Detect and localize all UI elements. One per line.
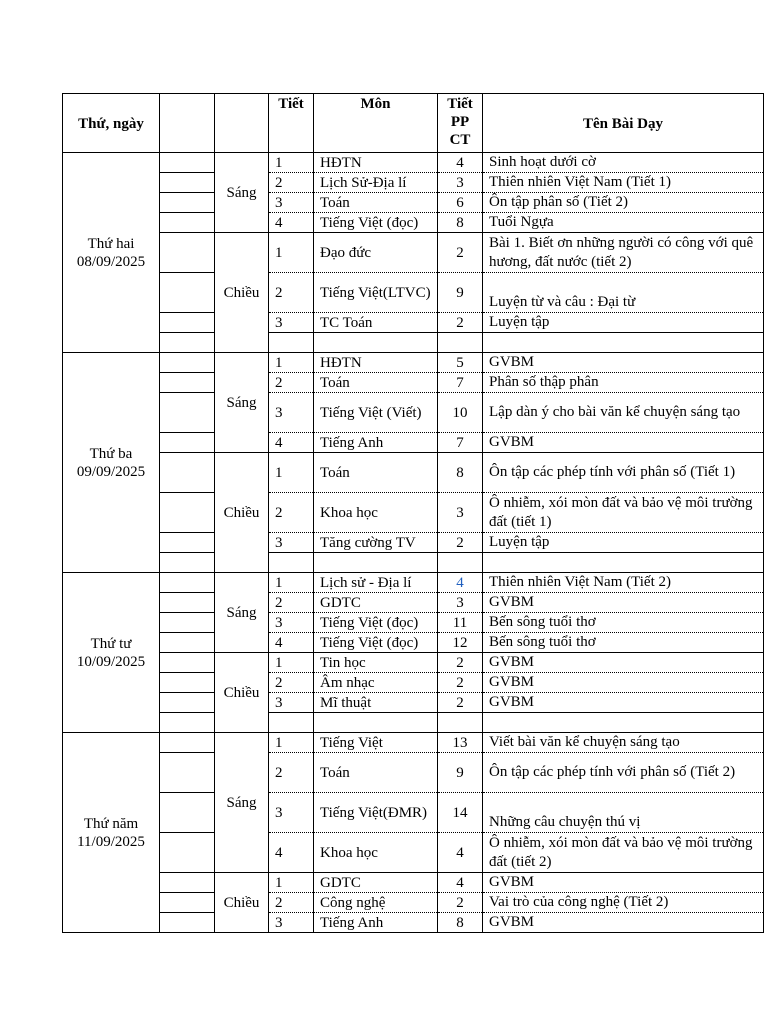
period-cell: 1 bbox=[269, 573, 314, 593]
table-row bbox=[63, 313, 764, 333]
lesson-cell: Viết bài văn kể chuyện sáng tạo bbox=[483, 733, 764, 753]
ppct-cell: 7 bbox=[438, 373, 483, 393]
blank-cell bbox=[160, 173, 215, 193]
session-label: Chiều bbox=[215, 653, 269, 733]
lesson-cell: Luyện tập bbox=[483, 533, 764, 553]
day-name: Thứ tư bbox=[90, 635, 132, 652]
subject-cell: GDTC bbox=[314, 593, 438, 613]
period-cell: 1 bbox=[269, 453, 314, 493]
table-row bbox=[63, 873, 764, 893]
ppct-cell: 11 bbox=[438, 613, 483, 633]
blank-cell bbox=[160, 593, 215, 613]
period-cell: 1 bbox=[269, 873, 314, 893]
period-cell: 3 bbox=[269, 793, 314, 833]
subject-cell: Âm nhạc bbox=[314, 673, 438, 693]
ppct-cell: 14 bbox=[438, 793, 483, 833]
blank-cell bbox=[160, 453, 215, 493]
subject-cell: Đạo đức bbox=[314, 233, 438, 273]
ppct-cell: 13 bbox=[438, 733, 483, 753]
period-cell: 2 bbox=[269, 273, 314, 313]
lesson-cell: Bến sông tuổi thơ bbox=[483, 613, 764, 633]
lesson-cell: GVBM bbox=[483, 653, 764, 673]
ppct-cell: 2 bbox=[438, 893, 483, 913]
subject-cell: Lịch Sử-Địa lí bbox=[314, 173, 438, 193]
period-cell: 3 bbox=[269, 613, 314, 633]
session-label: Sáng bbox=[215, 153, 269, 233]
blank-cell bbox=[160, 713, 215, 733]
lesson-cell: Luyện từ và câu : Đại từ bbox=[483, 273, 764, 313]
day-date: 09/09/2025 bbox=[76, 463, 146, 480]
table-row bbox=[63, 613, 764, 633]
blank-cell bbox=[160, 873, 215, 893]
subject-cell: Lịch sử - Địa lí bbox=[314, 573, 438, 593]
subject-cell: HĐTN bbox=[314, 153, 438, 173]
timetable-body bbox=[63, 153, 764, 933]
lesson-cell: Phân số thập phân bbox=[483, 373, 764, 393]
subject-cell: Toán bbox=[314, 193, 438, 213]
lesson-cell: Ôn tập các phép tính với phân số (Tiết 2) bbox=[483, 753, 764, 793]
blank-cell bbox=[160, 493, 215, 533]
subject-cell: TC Toán bbox=[314, 313, 438, 333]
subject-cell: Mĩ thuật bbox=[314, 693, 438, 713]
ppct-cell: 4 bbox=[438, 573, 483, 593]
day-date: 10/09/2025 bbox=[76, 653, 146, 670]
table-row bbox=[63, 893, 764, 913]
table-row bbox=[63, 913, 764, 933]
period-cell: 3 bbox=[269, 193, 314, 213]
period-cell: 2 bbox=[269, 673, 314, 693]
blank-cell bbox=[160, 613, 215, 633]
period-cell: 3 bbox=[269, 533, 314, 553]
day-name: Thứ hai bbox=[87, 235, 135, 252]
table-row bbox=[63, 693, 764, 713]
header-blank-2 bbox=[215, 94, 269, 153]
subject-cell: Tăng cường TV bbox=[314, 533, 438, 553]
subject-cell: Tin học bbox=[314, 653, 438, 673]
period-cell: 2 bbox=[269, 173, 314, 193]
blank-cell bbox=[160, 673, 215, 693]
subject-cell: Tiếng Việt (đọc) bbox=[314, 213, 438, 233]
subject-cell: Toán bbox=[314, 373, 438, 393]
blank-cell bbox=[160, 333, 215, 353]
blank-cell bbox=[160, 213, 215, 233]
blank-cell bbox=[160, 533, 215, 553]
table-row bbox=[63, 153, 764, 173]
period-cell: 2 bbox=[269, 373, 314, 393]
ppct-cell: 10 bbox=[438, 393, 483, 433]
session-label: Sáng bbox=[215, 733, 269, 873]
lesson-cell: GVBM bbox=[483, 693, 764, 713]
lesson-cell bbox=[483, 713, 764, 733]
period-cell: 3 bbox=[269, 913, 314, 933]
subject-cell bbox=[314, 333, 438, 353]
day-cell bbox=[63, 733, 160, 933]
lesson-cell: GVBM bbox=[483, 673, 764, 693]
blank-cell bbox=[160, 553, 215, 573]
ppct-cell bbox=[438, 333, 483, 353]
blank-cell bbox=[160, 913, 215, 933]
table-row bbox=[63, 333, 764, 353]
subject-cell: Tiếng Anh bbox=[314, 913, 438, 933]
table-row bbox=[63, 433, 764, 453]
ppct-cell: 2 bbox=[438, 533, 483, 553]
period-cell: 2 bbox=[269, 493, 314, 533]
blank-cell bbox=[160, 393, 215, 433]
period-cell: 1 bbox=[269, 233, 314, 273]
subject-cell: Toán bbox=[314, 753, 438, 793]
lesson-cell: Những câu chuyện thú vị bbox=[483, 793, 764, 833]
period-cell: 1 bbox=[269, 733, 314, 753]
blank-cell bbox=[160, 233, 215, 273]
table-row bbox=[63, 593, 764, 613]
period-cell: 4 bbox=[269, 433, 314, 453]
period-cell: 3 bbox=[269, 693, 314, 713]
lesson-cell: Ôn tập các phép tính với phân số (Tiết 1) bbox=[483, 453, 764, 493]
blank-cell bbox=[160, 313, 215, 333]
ppct-cell: 2 bbox=[438, 693, 483, 713]
blank-cell bbox=[160, 753, 215, 793]
ppct-cell: 5 bbox=[438, 353, 483, 373]
session-label: Chiều bbox=[215, 453, 269, 573]
ppct-cell: 8 bbox=[438, 213, 483, 233]
header-subject: Môn bbox=[314, 94, 438, 153]
subject-cell: Tiếng Việt (đọc) bbox=[314, 633, 438, 653]
blank-cell bbox=[160, 893, 215, 913]
blank-cell bbox=[160, 153, 215, 173]
lesson-cell: Lập dàn ý cho bài văn kể chuyện sáng tạo bbox=[483, 393, 764, 433]
subject-cell: Khoa học bbox=[314, 833, 438, 873]
ppct-cell: 12 bbox=[438, 633, 483, 653]
day-cell bbox=[63, 573, 160, 733]
table-row bbox=[63, 633, 764, 653]
ppct-cell: 2 bbox=[438, 653, 483, 673]
ppct-cell: 8 bbox=[438, 453, 483, 493]
blank-cell bbox=[160, 833, 215, 873]
period-cell: 1 bbox=[269, 153, 314, 173]
table-row bbox=[63, 793, 764, 833]
period-cell bbox=[269, 713, 314, 733]
lesson-cell: GVBM bbox=[483, 593, 764, 613]
blank-cell bbox=[160, 373, 215, 393]
ppct-cell: 2 bbox=[438, 673, 483, 693]
period-cell: 2 bbox=[269, 593, 314, 613]
day-date: 08/09/2025 bbox=[76, 253, 146, 270]
lesson-cell: Thiên nhiên Việt Nam (Tiết 1) bbox=[483, 173, 764, 193]
blank-cell bbox=[160, 693, 215, 713]
day-cell bbox=[63, 353, 160, 573]
subject-cell bbox=[314, 553, 438, 573]
ppct-cell: 3 bbox=[438, 493, 483, 533]
period-cell bbox=[269, 333, 314, 353]
table-row bbox=[63, 833, 764, 873]
lesson-cell: Sinh hoạt dưới cờ bbox=[483, 153, 764, 173]
period-cell: 3 bbox=[269, 393, 314, 433]
table-row bbox=[63, 553, 764, 573]
blank-cell bbox=[160, 733, 215, 753]
ppct-cell: 6 bbox=[438, 193, 483, 213]
period-cell: 2 bbox=[269, 753, 314, 793]
header-blank-1 bbox=[160, 94, 215, 153]
header-period: Tiết bbox=[269, 94, 314, 153]
table-row bbox=[63, 353, 764, 373]
table-row bbox=[63, 533, 764, 553]
table-row bbox=[63, 233, 764, 273]
table-row bbox=[63, 393, 764, 433]
lesson-cell: Thiên nhiên Việt Nam (Tiết 2) bbox=[483, 573, 764, 593]
ppct-cell: 7 bbox=[438, 433, 483, 453]
subject-cell: Toán bbox=[314, 453, 438, 493]
table-row bbox=[63, 213, 764, 233]
ppct-cell bbox=[438, 713, 483, 733]
header-lesson: Tên Bài Dạy bbox=[483, 94, 764, 153]
table-row bbox=[63, 173, 764, 193]
lesson-cell: Bến sông tuổi thơ bbox=[483, 633, 764, 653]
period-cell: 3 bbox=[269, 313, 314, 333]
ppct-cell: 9 bbox=[438, 273, 483, 313]
subject-cell: Công nghệ bbox=[314, 893, 438, 913]
blank-cell bbox=[160, 633, 215, 653]
ppct-cell: 9 bbox=[438, 753, 483, 793]
header-ppct: Tiết PP CT bbox=[438, 94, 483, 153]
blank-cell bbox=[160, 573, 215, 593]
lesson-cell: Luyện tập bbox=[483, 313, 764, 333]
lesson-cell: Ô nhiễm, xói mòn đất và bảo vệ môi trường đất (tiết 1) bbox=[483, 493, 764, 533]
table-row bbox=[63, 573, 764, 593]
blank-cell bbox=[160, 433, 215, 453]
subject-cell: Tiếng Việt bbox=[314, 733, 438, 753]
period-cell bbox=[269, 553, 314, 573]
table-row bbox=[63, 733, 764, 753]
table-row bbox=[63, 273, 764, 313]
subject-cell: Tiếng Việt(ĐMR) bbox=[314, 793, 438, 833]
ppct-cell: 4 bbox=[438, 833, 483, 873]
period-cell: 1 bbox=[269, 353, 314, 373]
subject-cell: Tiếng Việt (đọc) bbox=[314, 613, 438, 633]
period-cell: 4 bbox=[269, 213, 314, 233]
table-row bbox=[63, 753, 764, 793]
session-label: Sáng bbox=[215, 353, 269, 453]
blank-cell bbox=[160, 793, 215, 833]
table-row bbox=[63, 453, 764, 493]
period-cell: 2 bbox=[269, 893, 314, 913]
ppct-cell: 4 bbox=[438, 153, 483, 173]
lesson-cell: GVBM bbox=[483, 913, 764, 933]
day-name: Thứ ba bbox=[89, 445, 133, 462]
day-name: Thứ năm bbox=[83, 815, 139, 832]
table-row bbox=[63, 193, 764, 213]
table-row bbox=[63, 653, 764, 673]
ppct-cell: 4 bbox=[438, 873, 483, 893]
timetable bbox=[62, 93, 764, 933]
subject-cell bbox=[314, 713, 438, 733]
table-row bbox=[63, 673, 764, 693]
subject-cell: Tiếng Việt (Viết) bbox=[314, 393, 438, 433]
table-row bbox=[63, 493, 764, 533]
day-cell bbox=[63, 153, 160, 353]
day-date: 11/09/2025 bbox=[77, 833, 145, 850]
subject-cell: Tiếng Việt(LTVC) bbox=[314, 273, 438, 313]
subject-cell: HĐTN bbox=[314, 353, 438, 373]
header-row bbox=[63, 94, 764, 153]
subject-cell: GDTC bbox=[314, 873, 438, 893]
session-label: Sáng bbox=[215, 573, 269, 653]
lesson-cell bbox=[483, 333, 764, 353]
blank-cell bbox=[160, 653, 215, 673]
period-cell: 4 bbox=[269, 633, 314, 653]
blank-cell bbox=[160, 193, 215, 213]
blank-cell bbox=[160, 273, 215, 313]
ppct-cell: 8 bbox=[438, 913, 483, 933]
session-label: Chiều bbox=[215, 233, 269, 353]
table-row bbox=[63, 373, 764, 393]
session-label: Chiều bbox=[215, 873, 269, 933]
lesson-cell: GVBM bbox=[483, 873, 764, 893]
lesson-cell: GVBM bbox=[483, 433, 764, 453]
ppct-cell: 2 bbox=[438, 233, 483, 273]
table-row bbox=[63, 713, 764, 733]
lesson-cell: GVBM bbox=[483, 353, 764, 373]
ppct-cell: 3 bbox=[438, 173, 483, 193]
ppct-cell bbox=[438, 553, 483, 573]
lesson-cell: Tuổi Ngựa bbox=[483, 213, 764, 233]
lesson-cell: Bài 1. Biết ơn những người có công với quê hương, đất nước (tiết 2) bbox=[483, 233, 764, 273]
period-cell: 1 bbox=[269, 653, 314, 673]
lesson-cell: Ôn tập phân số (Tiết 2) bbox=[483, 193, 764, 213]
ppct-cell: 2 bbox=[438, 313, 483, 333]
subject-cell: Khoa học bbox=[314, 493, 438, 533]
subject-cell: Tiếng Anh bbox=[314, 433, 438, 453]
header-day: Thứ, ngày bbox=[63, 94, 160, 153]
blank-cell bbox=[160, 353, 215, 373]
lesson-cell: Ô nhiễm, xói mòn đất và bảo vệ môi trường đất (tiết 2) bbox=[483, 833, 764, 873]
lesson-cell bbox=[483, 553, 764, 573]
period-cell: 4 bbox=[269, 833, 314, 873]
lesson-cell: Vai trò của công nghệ (Tiết 2) bbox=[483, 893, 764, 913]
ppct-cell: 3 bbox=[438, 593, 483, 613]
